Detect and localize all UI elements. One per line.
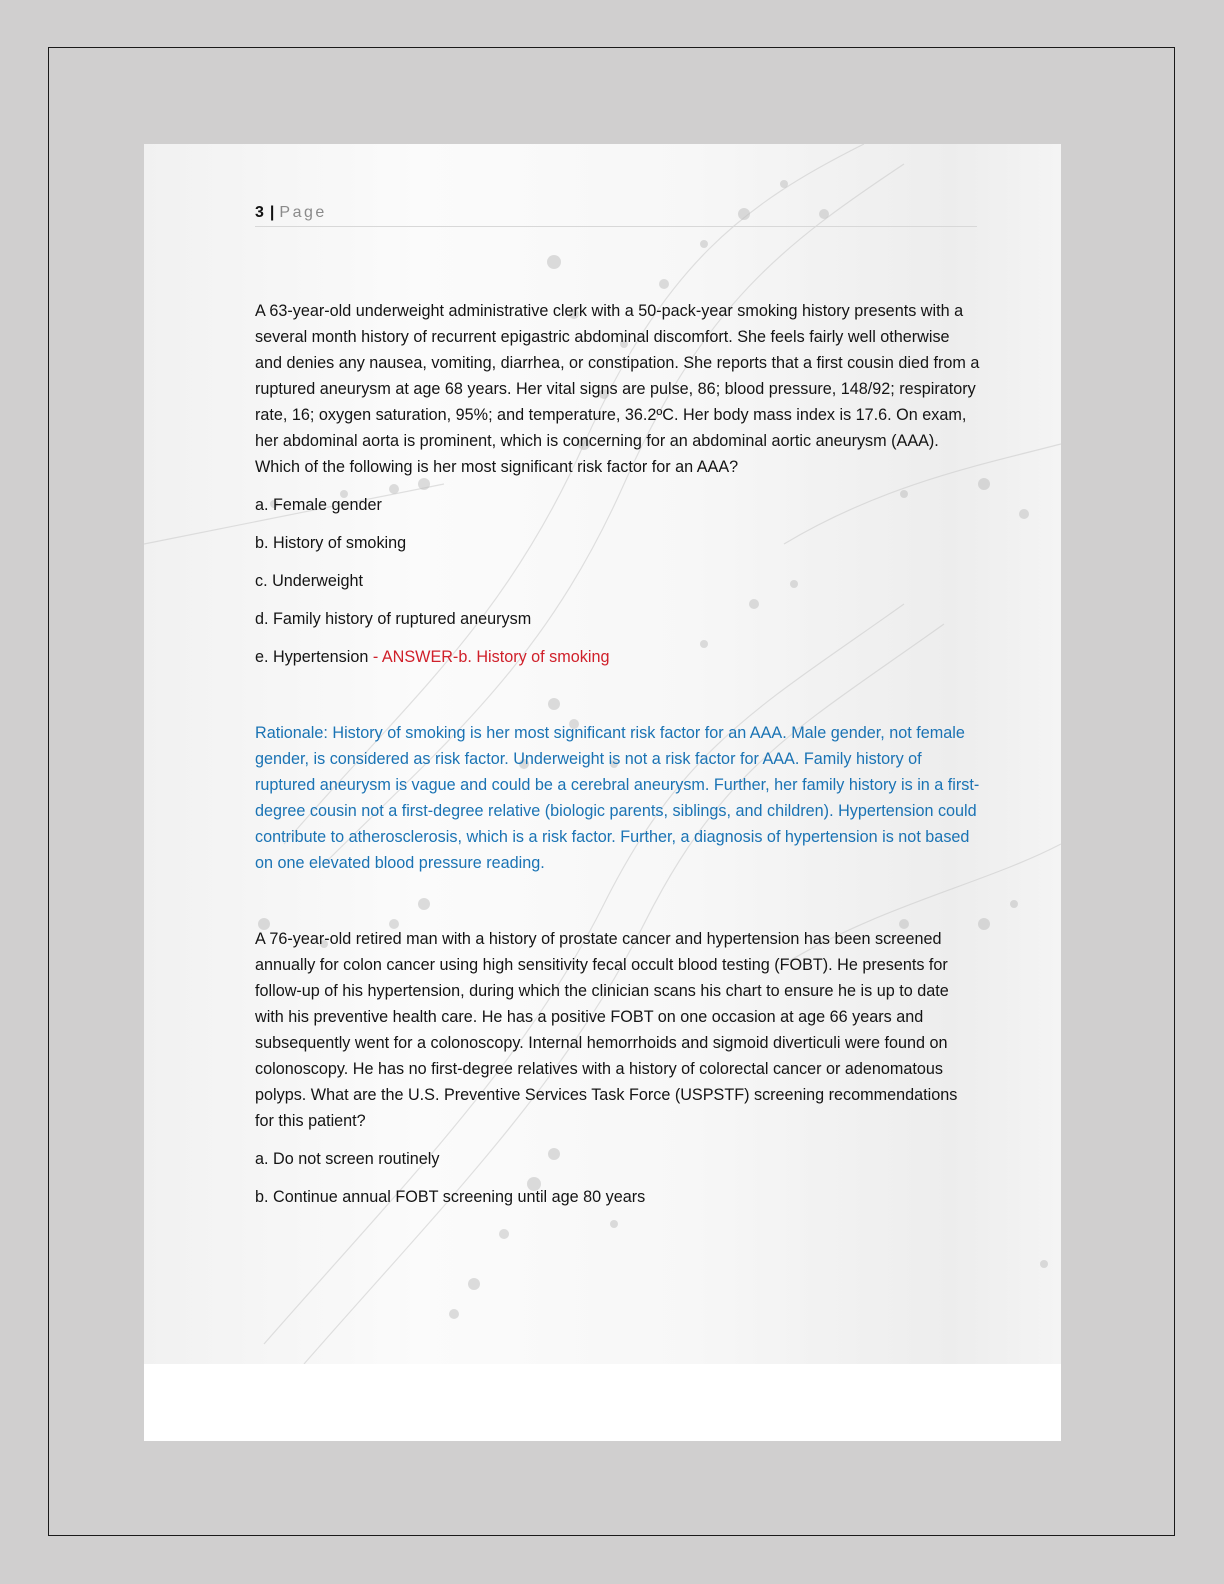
question-1-rationale: Rationale: History of smoking is her most significant risk factor for an AAA. Male gender, not female gender, is considered as risk factor. Underweight is not a risk factor for AAA. Family history of ruptured aneurysm is vague and could be a cerebral aneurysm. Further, her family history is in a first-degree cousin not a first-degree relative (biologic parents, siblings, and children). Hypertension could contribute to atherosclerosis, which is a risk factor. Further, a diagnosis of hypertension is not based on one elevated blood pressure reading. xyxy=(255,724,980,872)
question-1-option-c: c. Underweight xyxy=(255,572,363,590)
page-label: Page xyxy=(279,204,327,221)
header-separator: | xyxy=(269,204,275,221)
page-header xyxy=(255,200,977,227)
question-2-option-a: a. Do not screen routinely xyxy=(255,1150,440,1168)
question-1-option-b: b. History of smoking xyxy=(255,534,407,552)
question-1-option-d: d. Family history of ruptured aneurysm xyxy=(255,610,532,628)
page-number: 3 xyxy=(255,204,264,221)
question-1-option-e: e. Hypertension xyxy=(255,648,369,666)
document-page xyxy=(144,144,1061,1441)
page-content xyxy=(255,200,980,1210)
question-1-option-a: a. Female gender xyxy=(255,496,382,514)
question-1-option-e-row xyxy=(255,644,980,670)
question-1-stem: A 63-year-old underweight administrative clerk with a 50-pack-year smoking history presents with a several month history of recurrent epigastric abdominal discomfort. She feels fairly well otherwise and denies any nausea, vomiting, diarrhea, or constipation. She reports that a first cousin died from a ruptured aneurysm at age 68 years. Her vital signs are pulse, 86; blood pressure, 148/92; respiratory rate, 16; oxygen saturation, 95%; and temperature, 36.2ºC. Her body mass index is 17.6. On exam, her abdominal aorta is prominent, which is concerning for an abdominal aortic aneurysm (AAA). Which of the following is her most significant risk factor for an AAA? xyxy=(255,302,980,476)
question-2-stem: A 76-year-old retired man with a history of prostate cancer and hypertension has been screened annually for colon cancer using high sensitivity fecal occult blood testing (FOBT). He presents for follow-up of his hypertension, during which the clinician scans his chart to ensure he is up to date with his preventive health care. He has a positive FOBT on one occasion at age 66 years and subsequently went for a colonoscopy. Internal hemorrhoids and sigmoid diverticuli were found on colonoscopy. He has no first-degree relatives with a history of colorectal cancer or adenomatous polyps. What are the U.S. Preventive Services Task Force (USPSTF) screening recommendations for this patient? xyxy=(255,930,958,1130)
question-2-option-b: b. Continue annual FOBT screening until age 80 years xyxy=(255,1188,646,1206)
question-1-answer: - ANSWER-b. History of smoking xyxy=(368,648,610,666)
